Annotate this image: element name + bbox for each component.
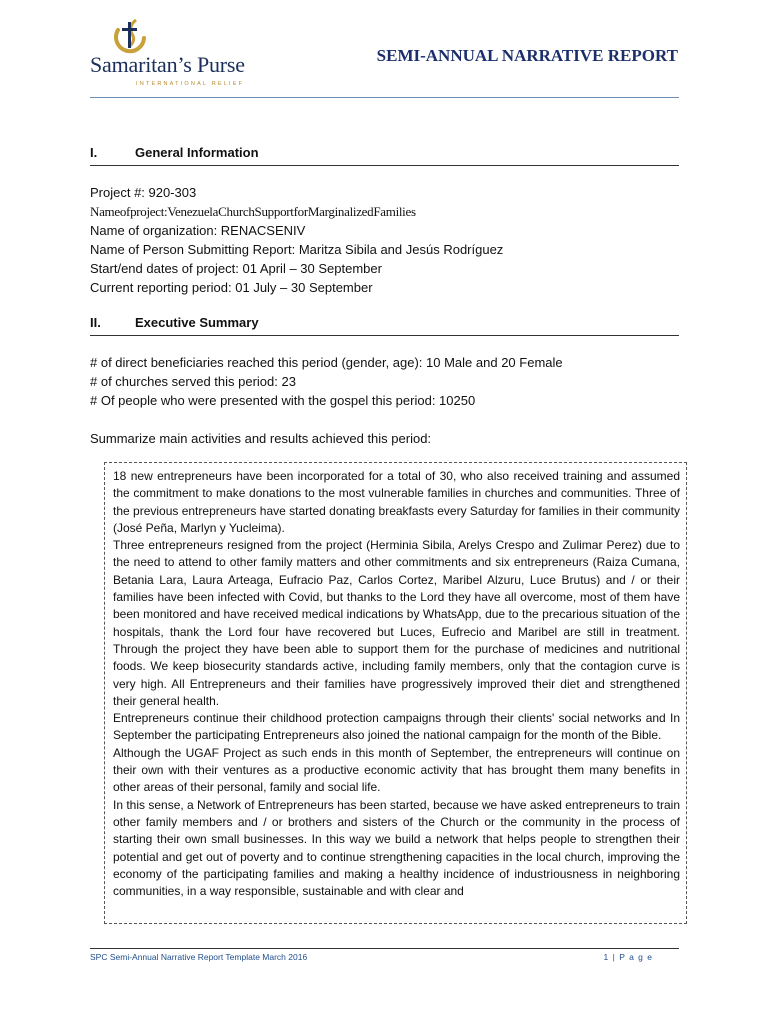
- report-title: SEMI-ANNUAL NARRATIVE REPORT: [376, 46, 678, 65]
- organization-name: Name of organization: RENACSENIV: [90, 223, 306, 238]
- gospel-count: # Of people who were presented with the gospel this period: 10250: [90, 393, 476, 408]
- section-heading: Executive Summary: [135, 315, 259, 330]
- summary-prompt: Summarize main activities and results achieved this period:: [90, 431, 432, 446]
- submitter-name: Name of Person Submitting Report: Maritza Sibila and Jesús Rodríguez: [90, 242, 504, 257]
- paragraph: Although the UGAF Project as such ends in this month of September, the entrepreneurs will continue on their own with their ventures as a productive economic activity that has brought them many benefits in other areas of their personal, family and social life.: [113, 745, 680, 795]
- section-heading: General Information: [135, 145, 259, 160]
- summary-prompt-block: [90, 429, 690, 448]
- paragraph: In this sense, a Network of Entrepreneurs has been started, because we have asked entrepreneurs to train other family members and / or brothers and sisters of the Church or the community in the process of starting their own small businesses. In this way we build a network that helps people to strengthen their potential and get out of poverty and to continue strengthening capacities in the local church, improving the economy of the participating families and making a healthy incidence of industriousness in neighboring communities, in a way responsible, sustainable and with clear and: [113, 797, 680, 899]
- section-divider: [90, 165, 679, 166]
- beneficiaries-count: # of direct beneficiaries reached this period (gender, age): 10 Male and 20 Female: [90, 355, 563, 370]
- churches-count: # of churches served this period: 23: [90, 374, 296, 389]
- header-divider: [90, 97, 679, 98]
- section-general-information: [90, 145, 679, 166]
- page-header: [0, 0, 768, 100]
- summary-stats: [90, 353, 690, 410]
- page-number: 1 | P a g e: [603, 952, 653, 962]
- section-divider: [90, 335, 679, 336]
- reporting-period: Current reporting period: 01 July – 30 September: [90, 280, 373, 295]
- paragraph: Entrepreneurs continue their childhood protection campaigns through their clients' social networks and In September the participating Entrepreneurs also joined the national campaign for the month of the Bible.: [113, 711, 680, 743]
- section-number: I.: [90, 145, 98, 160]
- project-number: Project #: 920-303: [90, 185, 197, 200]
- project-name: Nameofproject:VenezuelaChurchSupportforMarginalizedFamilies: [90, 204, 416, 219]
- samaritans-purse-logo: [90, 16, 260, 87]
- narrative-text-box[interactable]: [104, 462, 687, 924]
- logo-tagline: INTERNATIONAL RELIEF: [136, 81, 245, 87]
- logo-wordmark: Samaritan’s Purse: [90, 52, 245, 77]
- general-info-fields: [90, 183, 690, 297]
- cross-logo-icon: [110, 16, 150, 56]
- project-dates: Start/end dates of project: 01 April – 30 September: [90, 261, 382, 276]
- section-number: II.: [90, 315, 101, 330]
- footer-template-name: SPC Semi-Annual Narrative Report Template March 2016: [90, 952, 308, 962]
- footer-divider: [90, 948, 679, 949]
- paragraph: 18 new entrepreneurs have been incorporated for a total of 30, who also received training and assumed the commitment to make donations to the most vulnerable families in churches and communities. Three of the previous entrepreneurs have started donating breakfasts every Saturday for families in their community (José Peña, Marlyn y Yucleima).: [113, 469, 680, 535]
- page-footer: [90, 948, 679, 964]
- section-executive-summary: [90, 315, 679, 336]
- paragraph: Three entrepreneurs resigned from the project (Herminia Sibila, Arelys Crespo and Zulimar Perez) due to the need to attend to other family matters and other commitments and six entrepreneurs (Raiza Cumana, Betania Lara, Laura Arteaga, Eufracio Paz, Carlos Cortez, Maribel Alzuru, Luce Brutus) and / or their families have been infected with Covid, but thanks to the Lord they have all overcome, most of them have been monitored and have received medical indications by WhatsApp, due to the precarious situation of the hospitals, thank the Lord four have recovered but Luces, Eufrecio and Maribel are still in treatment. Through the project they have been able to support them for the purchase of medicines and nutritional foods. We keep biosecurity standards active, including family members, only that the contagion curve is very high. All Entrepreneurs and their families have progressively improved their diet and strengthened their general health.: [113, 538, 680, 708]
